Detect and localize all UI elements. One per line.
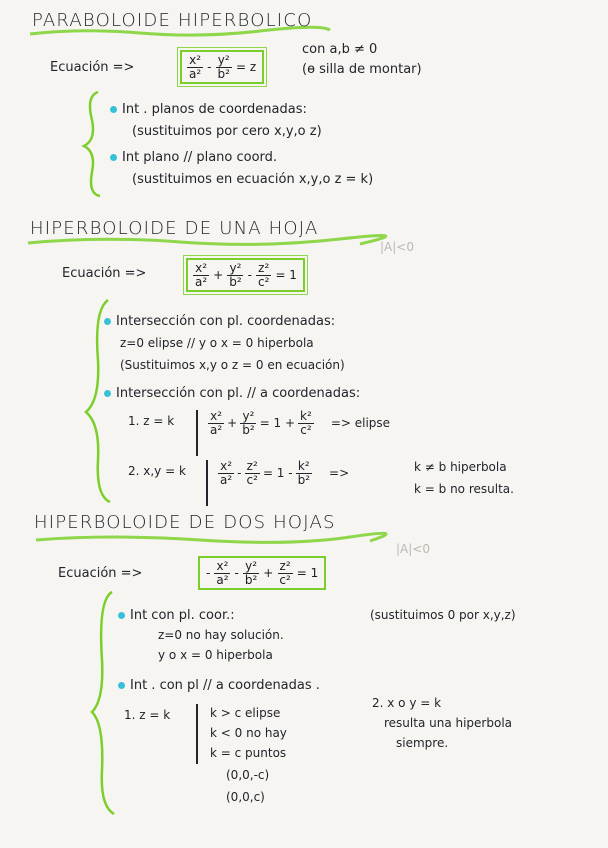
section2-case1-equation (208, 410, 390, 436)
section3-equation-box (198, 556, 326, 590)
section1-equation-label: Ecuación => (50, 60, 135, 75)
fraction (296, 460, 312, 486)
fraction (214, 560, 230, 586)
fraction-denominator: b² (229, 274, 242, 289)
section1-note-condition: con a,b ≠ 0 (302, 42, 378, 57)
section1-bullet1-sub: (sustituimos por cero x,y,o z) (132, 124, 322, 139)
fraction-numerator: z² (279, 559, 291, 573)
fraction-numerator: x² (216, 559, 229, 573)
section3-equation-label: Ecuación => (58, 566, 143, 581)
section2-equation-label: Ecuación => (62, 266, 147, 281)
fraction (208, 410, 224, 436)
equation-rhs: = z (235, 60, 257, 75)
section2-bullet1 (104, 314, 335, 329)
section2-bullet1-line2: (Sustituimos x,y o z = 0 en ecuación) (120, 358, 345, 372)
fraction (193, 262, 209, 288)
section3-bullet1 (118, 608, 235, 623)
fraction-denominator: c² (300, 422, 312, 437)
bullet-icon (104, 318, 111, 325)
section2-case1-label: 1. z = k (128, 414, 175, 428)
fraction (227, 262, 243, 288)
section3-case2-line1: resulta una hiperbola (384, 716, 513, 730)
section2-case2-result2: k = b no resulta. (414, 482, 514, 496)
fraction-denominator: c² (246, 472, 258, 487)
fraction-denominator: b² (217, 66, 230, 81)
operator: = 1 + (259, 416, 296, 431)
section2-case2-label: 2. x,y = k (128, 464, 186, 478)
result-arrow: => (329, 466, 350, 481)
section3-case1-line1: k > c elipse (210, 706, 281, 720)
bullet-icon (118, 682, 125, 689)
operator: - (234, 566, 239, 581)
section3-case1-label: 1. z = k (124, 708, 171, 722)
fraction-numerator: k² (297, 459, 310, 473)
equation-rhs: = 1 (296, 566, 319, 581)
fraction (218, 460, 234, 486)
fraction-denominator: a² (195, 274, 208, 289)
operator: - (237, 466, 242, 481)
bullet-icon (110, 106, 117, 113)
fraction-denominator: b² (244, 572, 258, 587)
operator: + (263, 566, 274, 581)
fraction (245, 460, 260, 486)
bullet-text: Intersección con pl. coordenadas: (116, 314, 336, 329)
fraction-denominator: a² (189, 66, 202, 81)
case-divider (206, 460, 208, 506)
fraction-denominator: b² (297, 472, 311, 487)
fraction (298, 410, 314, 436)
section3-title: HIPERBOLOIDE DE DOS HOJAS (34, 512, 336, 533)
section3-bullet2 (118, 678, 320, 693)
section3-bullet1-line1: z=0 no hay solución. (158, 628, 284, 642)
section3-case1-line2: k < 0 no hay (210, 726, 287, 740)
bullet-text: Int plano // plano coord. (122, 150, 278, 165)
section3-bullet1-line2: y o x = 0 hiperbola (158, 648, 273, 662)
section3-case2-line2: siempre. (396, 736, 449, 750)
fraction-denominator: a² (216, 572, 229, 587)
fraction-numerator: k² (300, 409, 312, 423)
case-divider (196, 410, 198, 456)
fraction-numerator: x² (189, 53, 202, 67)
brace-2 (86, 300, 110, 502)
bullet-icon (118, 612, 125, 619)
equation-rhs: = 1 (275, 268, 297, 283)
section2-bullet2 (104, 386, 360, 401)
brace-3 (92, 592, 114, 814)
section3-bullet1-note: (sustituimos 0 por x,y,z) (370, 608, 516, 622)
section1-title: PARABOLOIDE HIPERBOLICO (32, 10, 313, 31)
result-text: => elipse (330, 416, 391, 431)
section1-note-shape: (ɵ silla de montar) (302, 62, 422, 77)
bullet-icon (110, 154, 117, 161)
fraction-denominator: c² (258, 274, 270, 289)
fraction-denominator: a² (210, 422, 223, 437)
bullet-text: Int . con pl // a coordenadas . (130, 678, 320, 693)
bullet-text: Int . planos de coordenadas: (122, 102, 307, 117)
fraction-denominator: c² (279, 572, 291, 587)
brace-1 (84, 92, 100, 196)
fraction-denominator: a² (220, 472, 233, 487)
fraction-denominator: b² (242, 422, 255, 437)
fraction (277, 560, 292, 586)
operator: - (247, 268, 253, 283)
fraction-numerator: y² (245, 559, 258, 573)
section2-faint-note: |A|<0 (380, 240, 414, 254)
section3-case1-point2: (0,0,c) (226, 790, 265, 804)
case-divider (196, 704, 198, 764)
section1-bullet2 (110, 150, 277, 165)
fraction-numerator: x² (220, 459, 233, 473)
operator: + (227, 416, 238, 431)
title3-underline (36, 533, 386, 542)
section2-case2-equation (218, 460, 349, 486)
fraction (187, 54, 203, 80)
fraction-numerator: y² (229, 261, 242, 275)
fraction-numerator: y² (217, 53, 230, 67)
bullet-text: Int con pl. coor.: (130, 608, 235, 623)
fraction (256, 262, 271, 288)
fraction (243, 560, 259, 586)
section2-equation-box (186, 258, 305, 292)
section2-title: HIPERBOLOIDE DE UNA HOJA (30, 218, 319, 239)
fraction-numerator: z² (258, 261, 270, 275)
section3-case2-label: 2. x o y = k (372, 696, 442, 710)
fraction (216, 54, 232, 80)
section1-bullet1 (110, 102, 307, 117)
operator: + (213, 268, 224, 283)
section2-bullet1-line1: z=0 elipse // y o x = 0 hiperbola (120, 336, 314, 350)
section1-bullet2-sub: (sustituimos en ecuación x,y,o z = k) (132, 172, 374, 187)
fraction-numerator: y² (242, 409, 255, 423)
section1-equation-box (180, 50, 264, 84)
operator: - (206, 566, 211, 581)
section2-case2-result1: k ≠ b hiperbola (414, 460, 507, 474)
fraction-numerator: x² (210, 409, 223, 423)
section3-faint-note: |A|<0 (396, 542, 430, 556)
operator: = 1 - (262, 466, 293, 481)
operator: - (207, 60, 212, 75)
section3-case1-point1: (0,0,-c) (226, 768, 270, 782)
bullet-icon (104, 390, 111, 397)
fraction (240, 410, 256, 436)
fraction-numerator: x² (195, 261, 208, 275)
bullet-text: Intersección con pl. // a coordenadas: (116, 386, 361, 401)
section3-case1-line3: k = c puntos (210, 746, 287, 760)
fraction-numerator: z² (246, 459, 258, 473)
